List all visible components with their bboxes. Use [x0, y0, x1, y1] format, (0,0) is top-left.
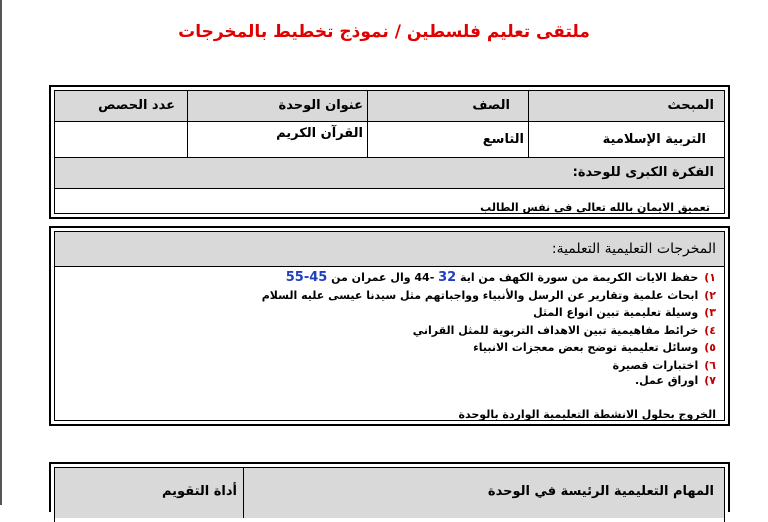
item-number: ٧): [704, 374, 716, 387]
grade-header: الصف: [472, 98, 510, 113]
item-text-mid: -44 وال عمران من: [327, 271, 439, 284]
main-tasks-header: المهام التعليمية الرئيسة في الوحدة: [487, 484, 714, 499]
item-text: اوراق عمل.: [634, 374, 699, 387]
row-divider: [55, 266, 724, 267]
row-divider: [55, 121, 724, 122]
item-text: وسيلة تعليمية تبين انواع المثل: [533, 306, 699, 319]
outcomes-closing-text: الخروج بحلول الانشطة التعليمية الواردة بالوحدة: [458, 408, 716, 421]
item-highlight: 32: [438, 270, 457, 285]
subject-value: التربية الإسلامية: [602, 132, 706, 147]
unit-info-table: [49, 85, 730, 219]
assessment-tool-header: أداة التقويم: [161, 484, 237, 499]
unit-title-header: عنوان الوحدة: [278, 98, 363, 113]
item-text: ابحاث علمية وتقارير عن الرسل والأنبياء وواجباتهم مثل سيدنا عيسى عليه السلام: [261, 288, 699, 302]
list-item: [76, 322, 716, 340]
grade-value: التاسع: [482, 132, 524, 147]
outcomes-list: [76, 269, 716, 387]
unit-title-value: القرآن الكريم: [276, 126, 363, 141]
row-divider: [55, 188, 724, 189]
subject-header: المبحث: [667, 98, 714, 113]
big-idea-text: تعميق الايمان بالله تعالى في نفس الطالب: [480, 201, 710, 214]
outcomes-inner: [54, 231, 725, 421]
item-number: ٤): [704, 323, 716, 337]
item-text: اختبارات قصيرة: [612, 358, 699, 372]
page-title: ملتقى تعليم فلسطين / نموذج تخطيط بالمخرجات: [178, 22, 590, 42]
item-number: ١): [704, 271, 716, 284]
item-number: ٦): [704, 358, 716, 372]
list-item: [76, 269, 716, 287]
list-item: [76, 339, 716, 357]
list-item: [76, 357, 716, 375]
item-text: خرائط مفاهيمية تبين الاهداف التربوية للمثل القراني: [412, 323, 699, 337]
tasks-inner: [54, 467, 725, 522]
item-number: ٣): [704, 306, 716, 319]
unit-info-inner: [54, 90, 725, 214]
list-item: [76, 304, 716, 322]
outcomes-box: [49, 226, 730, 426]
page-left-edge: [0, 0, 2, 505]
item-highlight: 45-55: [285, 270, 328, 285]
item-number: ٥): [704, 341, 716, 354]
item-text: حفظ الايات الكريمة من سورة الكهف من اية: [456, 271, 699, 284]
big-idea-label: الفكرة الكبرى للوحدة:: [572, 165, 714, 180]
list-item: [76, 287, 716, 305]
list-item: [76, 374, 716, 387]
outcomes-label: المخرجات التعليمية التعلمية:: [551, 241, 716, 257]
lessons-count-header: عدد الحصص: [98, 98, 175, 113]
item-number: ٢): [704, 288, 716, 302]
item-text: وسائل تعليمية توضح بعض معجزات الانبياء: [473, 341, 699, 354]
col-divider: [243, 468, 244, 518]
